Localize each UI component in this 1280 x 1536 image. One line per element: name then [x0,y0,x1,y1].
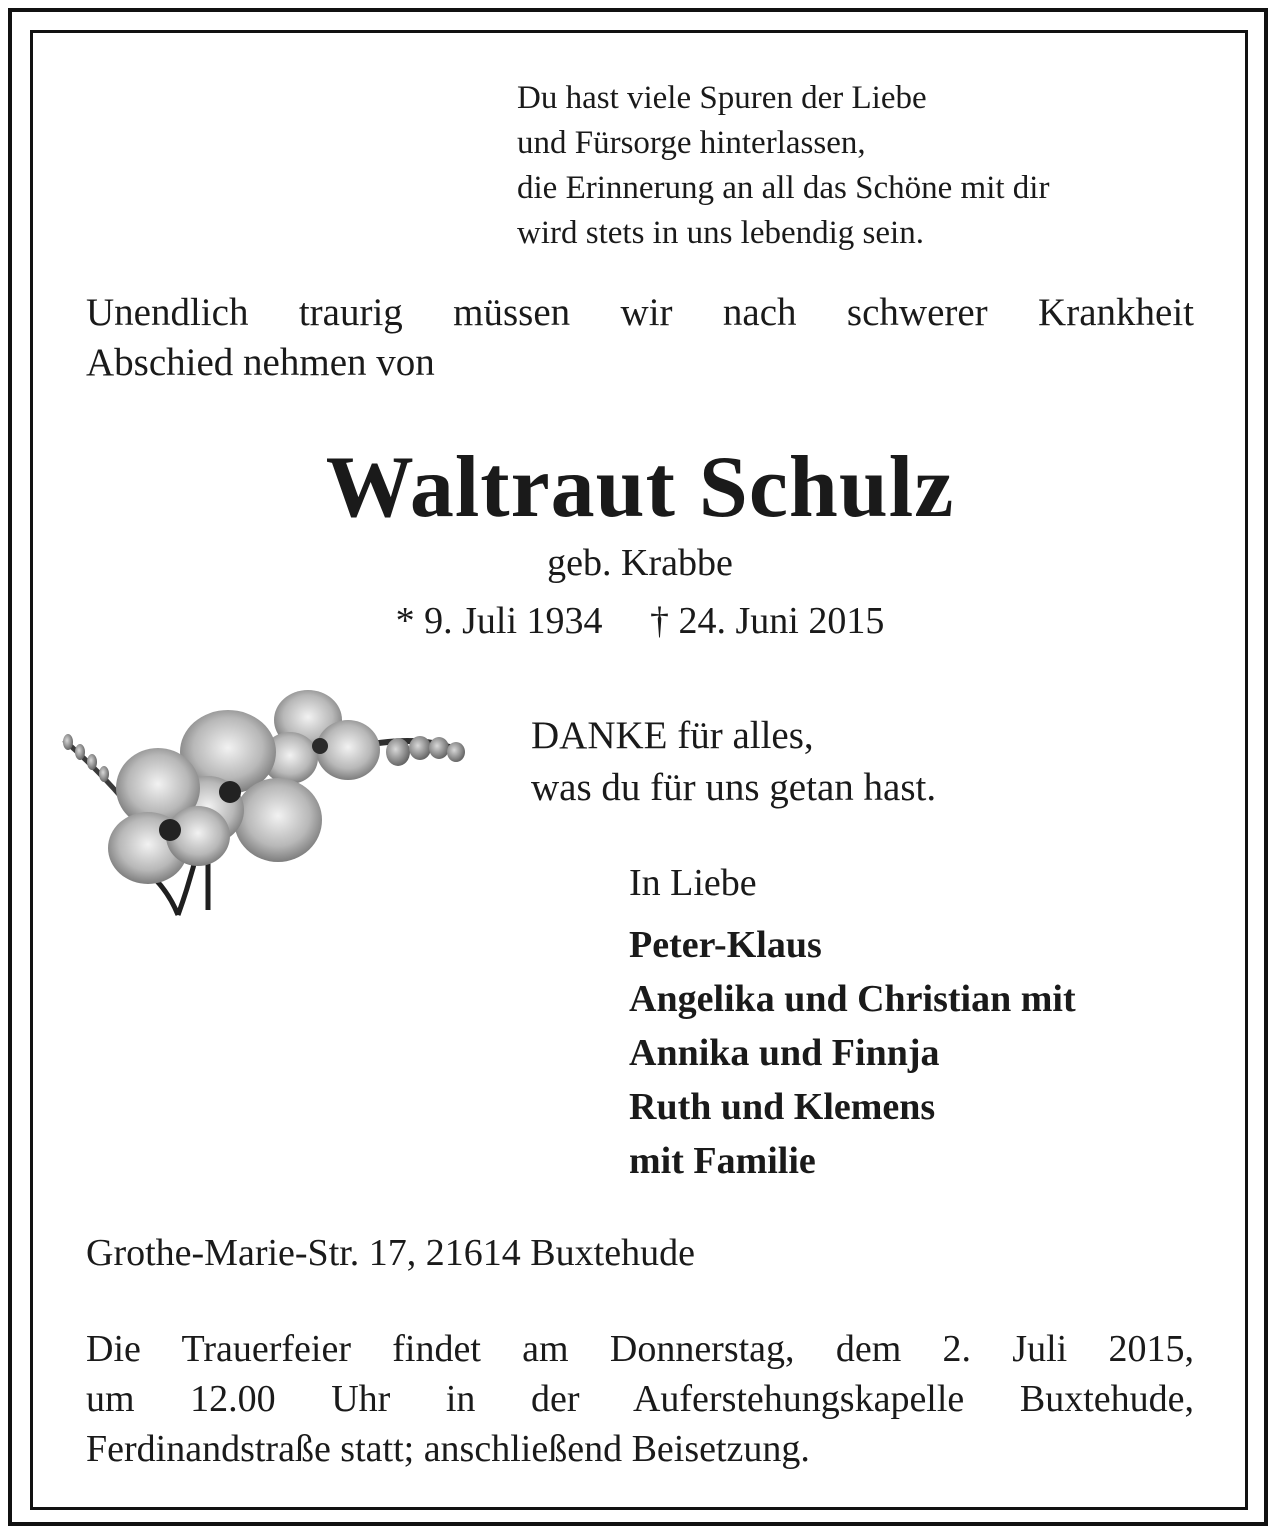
intro-line: Unendlich traurig müssen wir nach schwerer Krankheit [86,291,1194,334]
ceremony-line: Ferdinandstraße statt; anschließend Beisetzung. [86,1428,810,1470]
ceremony-text [86,1324,1194,1474]
family-member: Ruth und Klemens [629,1086,936,1128]
poem-line: und Fürsorge hinterlassen, [517,125,866,161]
family-member: Annika und Finnja [629,1032,940,1074]
poem [517,76,1049,256]
deceased-name: Waltraut Schulz [325,439,955,536]
maiden-name: geb. Krabbe [547,542,733,584]
orchid-icon [58,680,478,920]
death-date: † 24. Juni 2015 [650,600,885,642]
thanks-line: was du für uns getan hast. [531,766,937,809]
sign-off: In Liebe [629,862,757,904]
address: Grothe-Marie-Str. 17, 21614 Buxtehude [86,1232,695,1274]
intro-line: Abschied nehmen von [86,341,435,384]
poem-line: wird stets in uns lebendig sein. [517,215,924,251]
poem-line: die Erinnerung an all das Schöne mit dir [517,170,1050,206]
family-member: mit Familie [629,1140,816,1182]
thanks-text [531,710,936,814]
life-dates [0,598,1280,644]
ceremony-line: um 12.00 Uhr in der Auferstehungskapelle Buxtehude, [86,1378,1194,1420]
birth-date: * 9. Juli 1934 [395,600,603,642]
family-list [629,918,1076,1188]
family-member: Angelika und Christian mit [629,978,1076,1020]
poem-line: Du hast viele Spuren der Liebe [517,80,927,116]
intro-text [86,288,1194,388]
thanks-line: DANKE für alles, [531,714,814,757]
ceremony-line: Die Trauerfeier findet am Donnerstag, dem 2. Juli 2015, [86,1328,1194,1370]
family-member: Peter-Klaus [629,924,822,966]
